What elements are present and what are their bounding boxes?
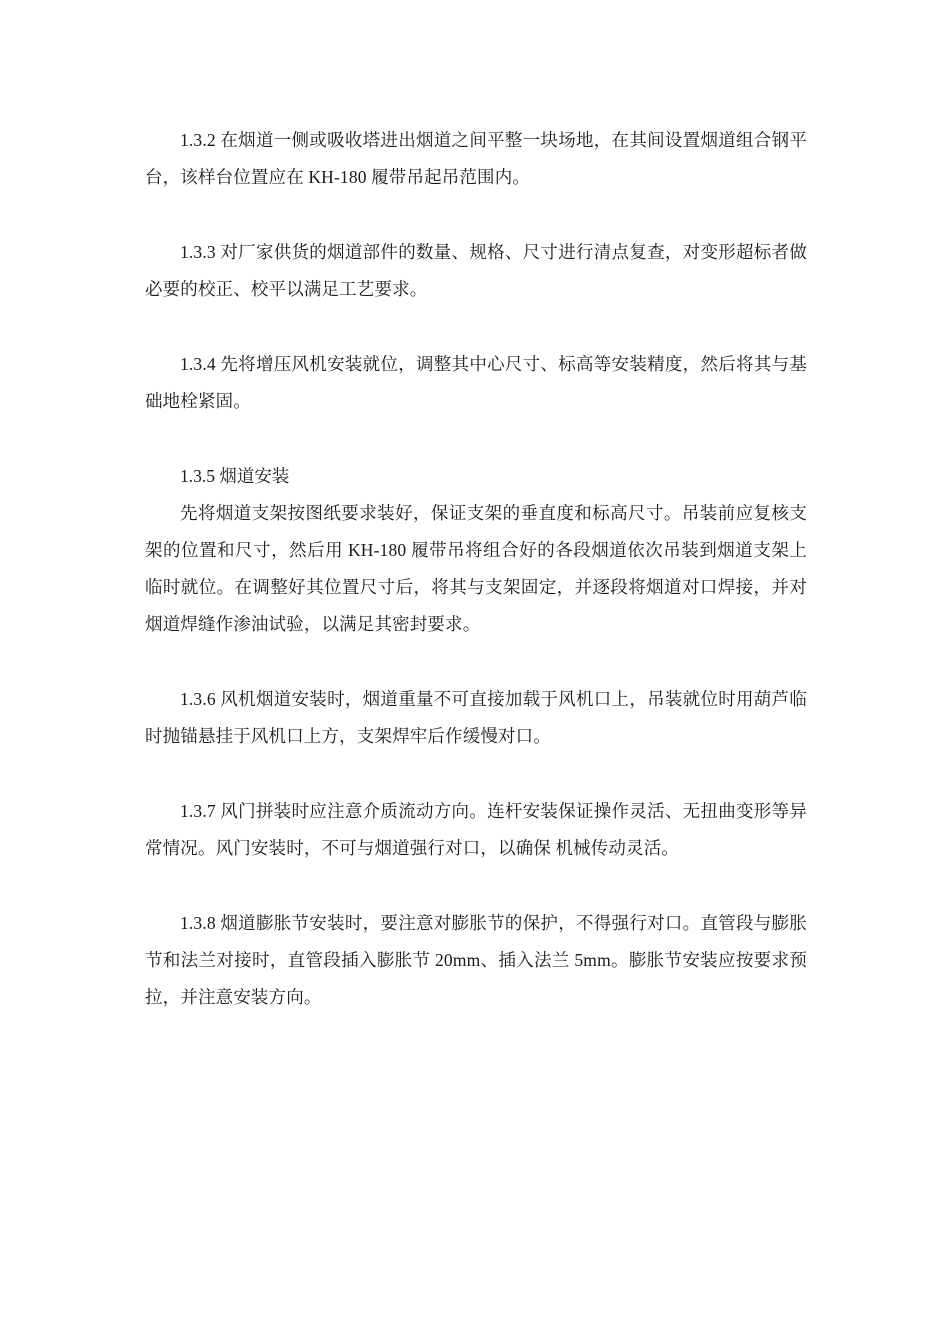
document-body xyxy=(145,122,807,1054)
section-heading-1-3-5: 1.3.5 烟道安装 xyxy=(180,466,290,486)
paragraph-1-3-4: 1.3.4 先将增压风机安装就位，调整其中心尺寸、标高等安装精度，然后将其与基础地栓紧固。 xyxy=(145,354,807,411)
paragraph-1-3-5-body: 先将烟道支架按图纸要求装好，保证支架的垂直度和标高尺寸。吊装前应复核支架的位置和尺寸，然后用 KH-180 履带吊将组合好的各段烟道依次吊装到烟道支架上临时就位。在调整好其位置尺寸后，将其与支架固定，并逐段将烟道对口焊接，并对烟道焊缝作渗油试验，以满足其密封要求。 xyxy=(145,503,807,634)
paragraph-1-3-8: 1.3.8 烟道膨胀节安装时，要注意对膨胀节的保护，不得强行对口。直管段与膨胀节和法兰对接时，直管段插入膨胀节 20mm、插入法兰 5mm。膨胀节安装应按要求预拉，并注意安装方向。 xyxy=(145,913,807,1007)
paragraph-1-3-6: 1.3.6 风机烟道安装时，烟道重量不可直接加载于风机口上，吊装就位时用葫芦临时抛锚悬挂于风机口上方，支架焊牢后作缓慢对口。 xyxy=(145,689,807,746)
paragraph-1-3-3: 1.3.3 对厂家供货的烟道部件的数量、规格、尺寸进行清点复查，对变形超标者做必要的校正、校平以满足工艺要求。 xyxy=(145,242,807,299)
paragraph-1-3-2: 1.3.2 在烟道一侧或吸收塔进出烟道之间平整一块场地，在其间设置烟道组合钢平台，该样台位置应在 KH-180 履带吊起吊范围内。 xyxy=(145,130,807,187)
paragraph-1-3-7: 1.3.7 风门拼装时应注意介质流动方向。连杆安装保证操作灵活、无扭曲变形等异常情况。风门安装时，不可与烟道强行对口，以确保 机械传动灵活。 xyxy=(145,801,807,858)
